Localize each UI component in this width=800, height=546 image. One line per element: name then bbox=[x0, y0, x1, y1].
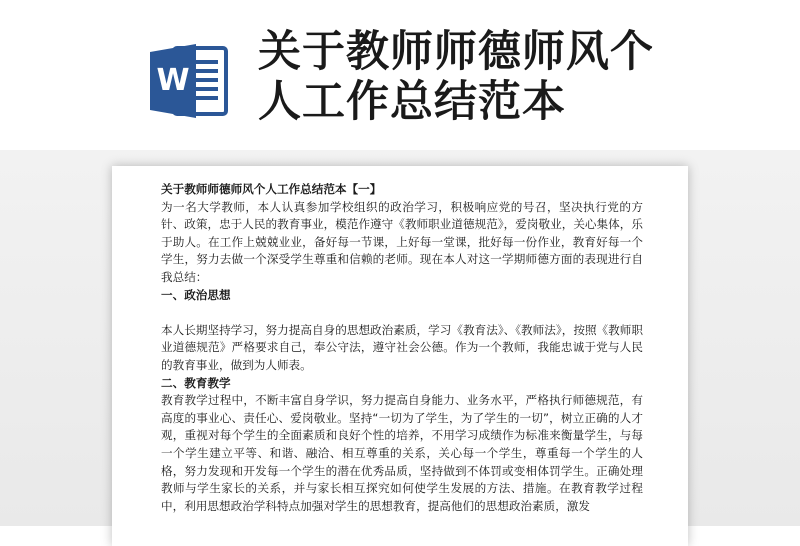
page-title-line-1: 关于教师师德师风个 bbox=[258, 27, 654, 77]
page-title bbox=[258, 27, 778, 127]
document-title: 关于教师师德师风个人工作总结范本【一】 bbox=[161, 182, 382, 196]
intro-paragraph: 为一名大学教师，本人认真参加学校组织的政治学习，积极响应党的号召，坚决执行党的方针、政策，忠于人民的教育事业，模范作遵守《教师职业道德规范》，爱岗敬业，关心集体，乐于助人。在工作上兢兢业业，备好每一节课，上好每一堂课，批好每一份作业，教育好每一个学生，努力去做一个深受学生尊重和信赖的老师。现在本人对这一学期师德方面的表现进行自我总结： bbox=[161, 199, 643, 284]
word-document-icon bbox=[146, 38, 230, 122]
section-body-teaching: 教育教学过程中，不断丰富自身学识，努力提高自身能力、业务水平，严格执行师德规范，有高度的事业心、责任心、爱岗敬业。坚持“一切为了学生，为了学生的一切”，树立正确的人才观，重视对每个学生的全面素质和良好个性的培养，不用学习成绩作为标准来衡量学生，与每一个学生建立平等、和谐、融洽、相互尊重的关系，关心每一个学生，尊重每一个学生的人格，努力发现和开发每一个学生的潜在优秀品质，坚持做到不体罚或变相体罚学生。正确处理教师与学生家长的关系，并与家长相互探究如何使学生发展的方法、措施。在教育教学过程中，利用思想政治学科特点加强对学生的思想教育，提高他们的思想政治素质，激发 bbox=[161, 393, 643, 513]
section-body-politics: 本人长期坚持学习，努力提高自身的思想政治素质，学习《教育法》、《教师法》，按照《教师职业道德规范》严格要求自己，奉公守法，遵守社会公德。作为一个教师，我能忠诚于党与人民的教育事业，做到为人师表。 bbox=[161, 322, 643, 372]
document-content bbox=[161, 181, 643, 515]
document-page bbox=[112, 166, 688, 546]
page-title-line-2: 人工作总结范本 bbox=[258, 77, 566, 127]
section-heading-politics: 一、政治思想 bbox=[161, 287, 231, 302]
header-banner bbox=[0, 0, 800, 150]
section-heading-teaching: 二、教育教学 bbox=[161, 375, 231, 390]
word-icon-letter: W bbox=[156, 63, 190, 98]
blank-line bbox=[161, 304, 643, 322]
